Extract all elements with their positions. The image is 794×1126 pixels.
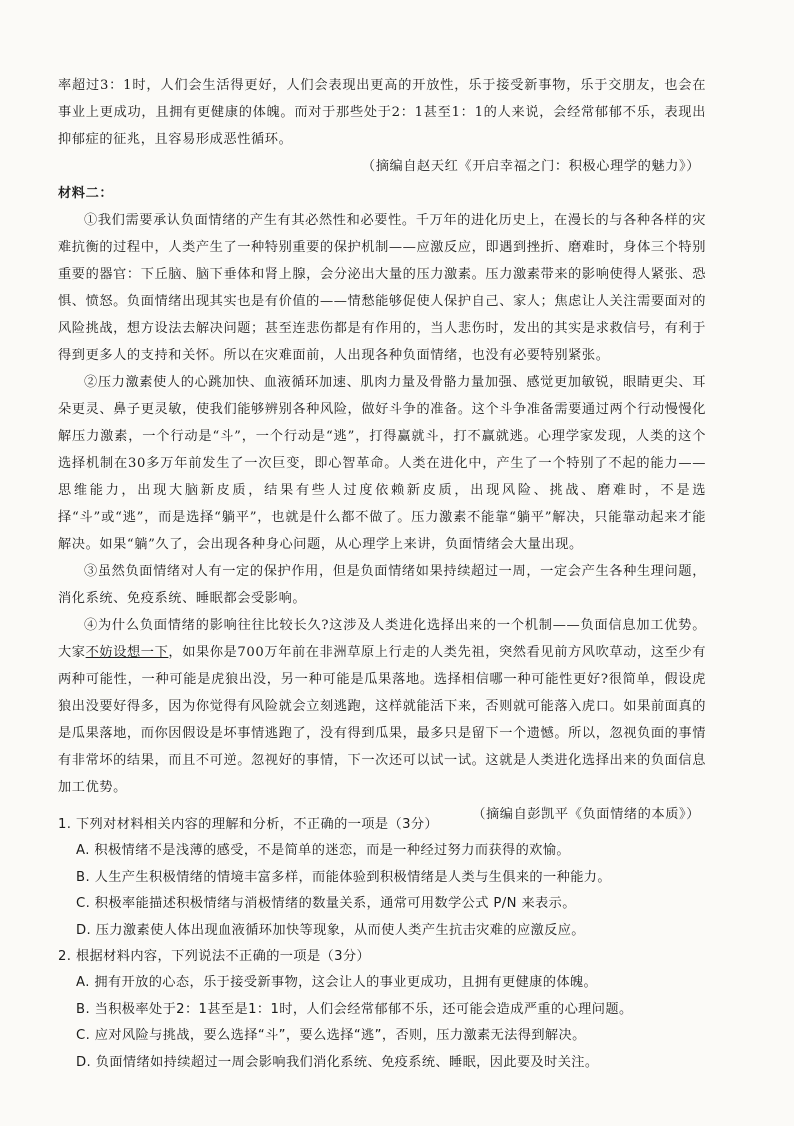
- question-1-option-b[interactable]: B. 人生产生积极情绪的情境丰富多样，而能体验到积极情绪是人类与生俱来的一种能力。: [76, 869, 611, 885]
- material2-paragraph-3: ③虽然负面情绪对人有一定的保护作用，但是负面情绪如果持续超过一周，一定会产生各种生理问题，消化系统、免疫系统、睡眠都会受影响。: [58, 564, 706, 606]
- underlined-phrase: 不妨设想一下: [85, 645, 169, 660]
- question-2-option-d[interactable]: D. 负面情绪如持续超过一周会影响我们消化系统、免疫系统、睡眠，因此要及时关注。: [76, 1054, 599, 1070]
- material1-tail-paragraph: 率超过3：1时，人们会生活得更好，人们会表现出更高的开放性，乐于接受新事物，乐于交朋友，也会在事业上更成功，且拥有更健康的体魄。而对于那些处于2：1甚至1：1的人来说，会经常郁郁不乐，表现出抑郁症的征兆，且容易形成恶性循环。: [58, 78, 706, 147]
- question-1-option-c[interactable]: C. 积极率能描述积极情绪与消极情绪的数量关系，通常可用数学公式 P/N 来表示。: [76, 896, 576, 911]
- question-2-option-b[interactable]: B. 当积极率处于2：1甚至是1：1时，人们会经常郁郁不乐，还可能会造成严重的心理问题。: [76, 1001, 633, 1017]
- questions-section: [58, 812, 718, 1076]
- question-1-option-d[interactable]: D. 压力激素使人体出现血液循环加快等现象，从而使人类产生抗击灾难的应激反应。: [76, 922, 585, 938]
- material1-source: （摘编自赵天红《开启幸福之门：积极心理学的魅力》）: [361, 159, 700, 174]
- question-2-stem: 2. 根据材料内容，下列说法不正确的一项是（3分）: [58, 949, 371, 964]
- material2-heading: 材料二：: [58, 186, 114, 201]
- material2-paragraph-4: [58, 612, 706, 801]
- material2-paragraph-2: ②压力激素使人的心跳加快、血液循环加速、肌肉力量及骨骼力量加强、感觉更加敏锐，眼睛更尖、耳朵更灵、鼻子更灵敏，使我们能够辨别各种风险，做好斗争的准备。这个斗争准备需要通过两个行动慢慢化解压力激素，一个行动是“斗”，一个行动是“逃”，打得赢就斗，打不赢就逃。心理学家发现，人类的这个选择机制在30多万年前发生了一次巨变，即心智革命。人类在进化中，产生了一个特别了不起的能力——思维能力，出现大脑新皮质，结果有些人过度依赖新皮质，出现风险、挑战、磨难时，不是选择“斗”或“逃”，而是选择“躺平”，也就是什么都不做了。压力激素不能靠“躺平”解决，只能靠动起来才能解决。如果“躺”久了，会出现各种身心问题，从心理学上来讲，负面情绪会大量出现。: [58, 375, 707, 552]
- material2-source: （摘编自彭凯平《负面情绪的本质》）: [472, 807, 700, 822]
- paragraph-4-part-a: ④为什么负面情绪的影响往往比较长久?这涉及人类进化选择出来的一个机制——负面信息加工优势。大家: [58, 618, 706, 660]
- paragraph-4-part-b: ，如果你是700万年前在非洲草原上行走的人类先祖，突然看见前方风吹草动，这至少有两种可能性，一种可能是虎狼出没，另一种可能是瓜果落地。选择相信哪一种可能性更好?很简单，假设虎狼出没要好得多，因为你觉得有风险就会立刻逃跑，这样就能活下来，否则就可能落入虎口。如果前面真的是瓜果落地，而你因假设是坏事情逃跑了，没有得到瓜果，最多只是留下一个遗憾。所以，忽视负面的事情有非常坏的结果，而且不可逆。忽视好的事情，下一次还可以试一试。这就是人类进化选择出来的负面信息加工优势。: [58, 645, 707, 795]
- question-2-option-a[interactable]: A. 拥有开放的心态，乐于接受新事物，这会让人的事业更成功，且拥有更健康的体魄。: [76, 975, 598, 990]
- question-1-option-a[interactable]: A. 积极情绪不是浅薄的感受，不是简单的迷恋，而是一种经过努力而获得的欢愉。: [76, 843, 570, 858]
- question-1-stem: 1. 下列对材料相关内容的理解和分析，不正确的一项是（3分）: [58, 817, 439, 832]
- material2-paragraph-1: ①我们需要承认负面情绪的产生有其必然性和必要性。千万年的进化历史上，在漫长的与各种各样的灾难抗衡的过程中，人类产生了一种特别重要的保护机制——应激反应，即遇到挫折、磨难时，身体三个特别重要的器官：下丘脑、脑下垂体和肾上腺，会分泌出大量的压力激素。压力激素带来的影响使得人紧张、恐惧、愤怒。负面情绪出现其实也是有价值的——情愁能够促使人保护自己、家人；焦虑让人关注需要面对的风险挑战，想方设法去解决问题；甚至连悲伤都是有作用的，当人悲伤时，发出的其实是求救信号，有利于得到更多人的支持和关怀。所以在灾难面前，人出现各种负面情绪，也没有必要特别紧张。: [58, 213, 707, 363]
- question-2-option-c[interactable]: C. 应对风险与挑战，要么选择“斗”，要么选择“逃”，否则，压力激素无法得到解决。: [76, 1028, 586, 1043]
- reading-passage: [58, 72, 706, 828]
